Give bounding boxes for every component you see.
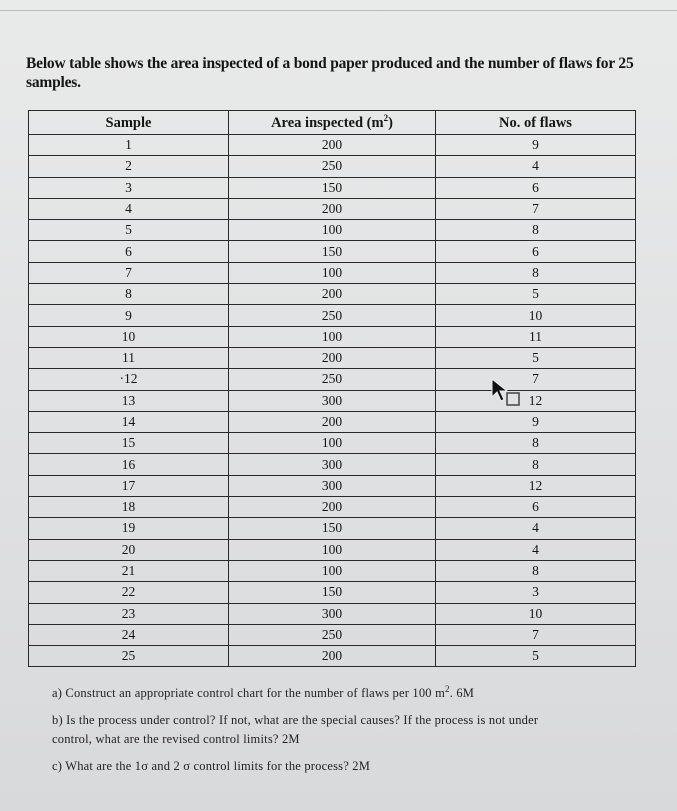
table-row <box>29 198 636 219</box>
header-flaws: No. of flaws <box>436 111 636 135</box>
cell-sample: 24 <box>29 624 229 645</box>
cell-sample: 5 <box>29 220 229 241</box>
cell-area: 100 <box>229 560 436 581</box>
cell-flaws: 5 <box>436 347 636 368</box>
question-a <box>52 684 652 703</box>
cell-area: 300 <box>229 475 436 496</box>
cell-flaws: 12 <box>436 390 636 411</box>
table-row <box>29 624 636 645</box>
cell-sample: 6 <box>29 241 229 262</box>
intro-text <box>26 54 646 92</box>
table-row <box>29 646 636 667</box>
cell-flaws: 8 <box>436 454 636 475</box>
table-row <box>29 603 636 624</box>
cell-area: 150 <box>229 518 436 539</box>
cell-area: 300 <box>229 454 436 475</box>
cell-sample: 1 <box>29 135 229 156</box>
screen-edge-line <box>0 10 677 11</box>
table-row <box>29 347 636 368</box>
cell-flaws: 6 <box>436 241 636 262</box>
cell-flaws: 8 <box>436 220 636 241</box>
cell-area: 100 <box>229 220 436 241</box>
cell-flaws: 11 <box>436 326 636 347</box>
cell-flaws: 8 <box>436 262 636 283</box>
cell-flaws: 4 <box>436 539 636 560</box>
cell-sample: ·12 <box>29 369 229 390</box>
question-b-line-2: control, what are the revised control limits? 2M <box>52 732 300 746</box>
cell-sample: 23 <box>29 603 229 624</box>
cell-sample: 18 <box>29 497 229 518</box>
cell-area: 100 <box>229 539 436 560</box>
question-b-line-1: b) Is the process under control? If not, what are the special causes? If the process is not under <box>52 713 539 727</box>
flaws-table <box>28 110 636 667</box>
cell-area: 150 <box>229 582 436 603</box>
table-header-row <box>29 111 636 135</box>
table-row <box>29 369 636 390</box>
cell-flaws: 10 <box>436 603 636 624</box>
cell-flaws: 10 <box>436 305 636 326</box>
cell-flaws: 7 <box>436 369 636 390</box>
cell-area: 200 <box>229 135 436 156</box>
cell-sample: 10 <box>29 326 229 347</box>
intro-line-1: Below table shows the area inspected of a bond paper produced and the number of flaws for 25 <box>26 55 634 72</box>
cell-flaws: 6 <box>436 177 636 198</box>
cell-sample: 16 <box>29 454 229 475</box>
cell-area: 100 <box>229 326 436 347</box>
cell-flaws: 7 <box>436 198 636 219</box>
cell-area: 100 <box>229 262 436 283</box>
table-row <box>29 433 636 454</box>
cell-area: 200 <box>229 198 436 219</box>
cell-area: 200 <box>229 411 436 432</box>
cell-area: 150 <box>229 177 436 198</box>
table-row <box>29 241 636 262</box>
cell-sample: 15 <box>29 433 229 454</box>
cell-flaws: 4 <box>436 518 636 539</box>
header-sample: Sample <box>29 111 229 135</box>
table-row <box>29 305 636 326</box>
cell-flaws: 8 <box>436 433 636 454</box>
table-row <box>29 454 636 475</box>
cell-area: 250 <box>229 305 436 326</box>
header-area-text: Area inspected (m <box>271 114 384 131</box>
cell-area: 300 <box>229 603 436 624</box>
table-row <box>29 156 636 177</box>
question-c: c) What are the 1σ and 2 σ control limits for the process? 2M <box>52 759 371 773</box>
table-row <box>29 220 636 241</box>
cell-sample: 17 <box>29 475 229 496</box>
table-row <box>29 475 636 496</box>
header-area-close: ) <box>388 114 393 131</box>
cell-sample: 22 <box>29 582 229 603</box>
cell-sample: 11 <box>29 347 229 368</box>
cell-sample: 2 <box>29 156 229 177</box>
cell-area: 200 <box>229 646 436 667</box>
cell-area: 250 <box>229 369 436 390</box>
cell-flaws: 5 <box>436 284 636 305</box>
cell-area: 200 <box>229 497 436 518</box>
cell-flaws: 12 <box>436 475 636 496</box>
table-row <box>29 390 636 411</box>
table-row <box>29 177 636 198</box>
cell-flaws: 3 <box>436 582 636 603</box>
cell-flaws: 6 <box>436 497 636 518</box>
table-body <box>29 135 636 667</box>
cell-area: 300 <box>229 390 436 411</box>
cell-area: 250 <box>229 156 436 177</box>
cell-sample: 9 <box>29 305 229 326</box>
question-a-marks: . 6M <box>449 686 475 700</box>
cell-sample: 13 <box>29 390 229 411</box>
cell-flaws: 7 <box>436 624 636 645</box>
cell-area: 200 <box>229 347 436 368</box>
table-row <box>29 518 636 539</box>
cell-sample: 8 <box>29 284 229 305</box>
table-row <box>29 284 636 305</box>
cell-sample: 4 <box>29 198 229 219</box>
cell-sample: 7 <box>29 262 229 283</box>
questions <box>52 684 652 776</box>
cell-sample: 19 <box>29 518 229 539</box>
intro-line-2: samples. <box>26 74 81 91</box>
cell-flaws: 5 <box>436 646 636 667</box>
mouse-pointer-icon <box>490 377 520 407</box>
table-row <box>29 411 636 432</box>
cell-sample: 14 <box>29 411 229 432</box>
header-area-sup: 2 <box>383 112 389 123</box>
question-a-text: a) Construct an appropriate control chart for the number of flaws per 100 m <box>52 686 445 700</box>
cell-sample: 21 <box>29 560 229 581</box>
cell-area: 150 <box>229 241 436 262</box>
cell-sample: 3 <box>29 177 229 198</box>
cell-sample: 25 <box>29 646 229 667</box>
table-row <box>29 560 636 581</box>
cell-flaws: 9 <box>436 411 636 432</box>
table-row <box>29 497 636 518</box>
table-row <box>29 262 636 283</box>
table-row <box>29 326 636 347</box>
cell-area: 250 <box>229 624 436 645</box>
question-a-sup: 2 <box>445 683 450 694</box>
header-area <box>229 111 436 135</box>
table-row <box>29 539 636 560</box>
cell-flaws: 8 <box>436 560 636 581</box>
cell-flaws: 9 <box>436 135 636 156</box>
cell-sample: 20 <box>29 539 229 560</box>
table-row <box>29 582 636 603</box>
cell-area: 100 <box>229 433 436 454</box>
cell-flaws: 4 <box>436 156 636 177</box>
table-row <box>29 135 636 156</box>
cell-area: 200 <box>229 284 436 305</box>
